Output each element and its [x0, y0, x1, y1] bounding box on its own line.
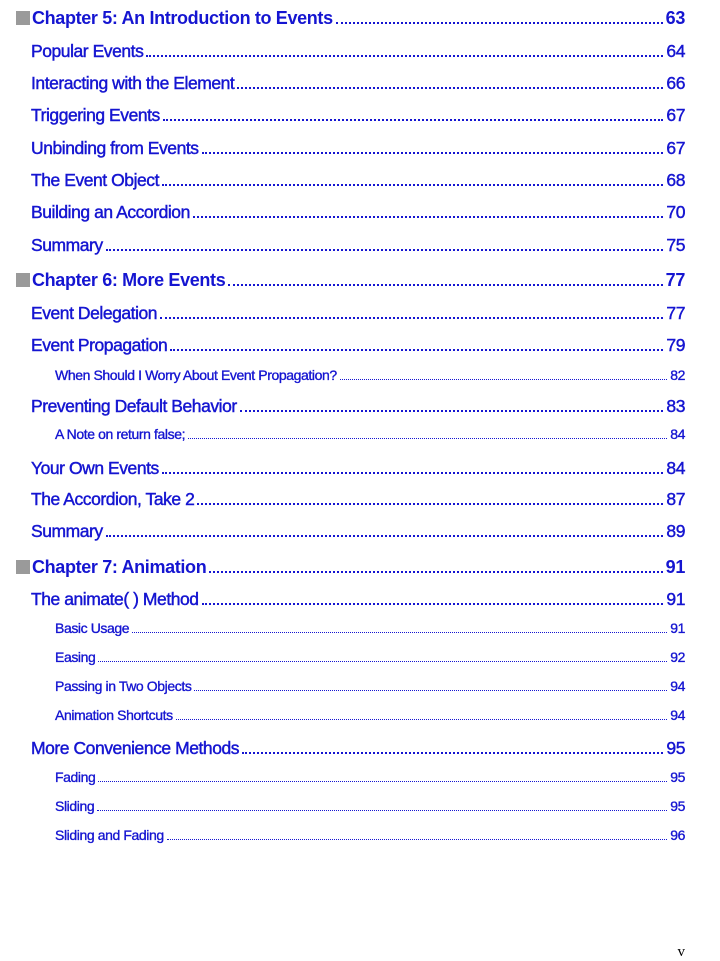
toc-entry-label: The animate( ) Method	[31, 589, 199, 609]
toc-entry-page-number: 95	[666, 738, 685, 758]
dot-leader	[162, 184, 663, 186]
toc-entry-page-number: 67	[666, 105, 685, 125]
dot-leader	[228, 284, 662, 286]
toc-entry-page-number: 94	[670, 707, 685, 723]
toc-entry-label: Sliding and Fading	[55, 827, 164, 843]
toc-entry-label: Interacting with the Element	[31, 73, 235, 93]
dot-leader	[160, 317, 663, 319]
toc-entry-sub[interactable]	[55, 827, 685, 843]
toc-entry-label: Event Delegation	[31, 303, 158, 323]
toc-entry-label: Chapter 6: More Events	[32, 270, 226, 290]
toc-entry-label: Passing in Two Objects	[55, 678, 192, 694]
toc-entry-sub[interactable]	[55, 426, 685, 442]
toc-entry-page-number: 96	[670, 827, 685, 843]
chapter-marker-icon	[16, 560, 30, 574]
dot-leader	[98, 661, 667, 662]
toc-entry-section[interactable]	[31, 589, 685, 610]
toc-entry-label: Chapter 5: An Introduction to Events	[32, 8, 333, 28]
toc-entry-page-number: 79	[666, 335, 685, 355]
dot-leader	[146, 55, 663, 57]
toc-entry-page-number: 91	[665, 557, 685, 577]
dot-leader	[336, 22, 663, 24]
toc-entry-section[interactable]	[31, 303, 685, 324]
toc-entry-page-number: 83	[666, 396, 685, 416]
toc-entry-section[interactable]	[31, 396, 685, 417]
dot-leader	[163, 119, 664, 121]
toc-entry-page-number: 75	[666, 235, 685, 255]
dot-leader	[162, 472, 664, 474]
toc-entry-sub[interactable]	[55, 769, 685, 785]
dot-leader	[209, 571, 662, 573]
toc-entry-sub[interactable]	[55, 620, 685, 636]
toc-entry-page-number: 82	[670, 367, 685, 383]
dot-leader	[202, 152, 664, 154]
toc-entry-section[interactable]	[31, 489, 685, 510]
dot-leader	[98, 781, 667, 782]
toc-entry-section[interactable]	[31, 73, 685, 94]
toc-entry-sub[interactable]	[55, 678, 685, 694]
toc-entry-label: Easing	[55, 649, 96, 665]
toc-entry-page-number: 89	[666, 521, 685, 541]
toc-entry-label: Sliding	[55, 798, 95, 814]
chapter-marker-icon	[16, 273, 30, 287]
toc-entry-page-number: 64	[666, 41, 685, 61]
toc-entry-label: Chapter 7: Animation	[32, 557, 207, 577]
toc-entry-page-number: 70	[666, 202, 685, 222]
toc-entry-label: Fading	[55, 769, 96, 785]
toc-entry-label: When Should I Worry About Event Propagation?	[55, 367, 337, 383]
toc-entry-section[interactable]	[31, 105, 685, 126]
toc-entry-page-number: 68	[666, 170, 685, 190]
dot-leader	[240, 410, 664, 412]
dot-leader	[106, 535, 664, 537]
toc-entry-section[interactable]	[31, 41, 685, 62]
dot-leader	[237, 87, 663, 89]
toc-entry-page-number: 87	[666, 489, 685, 509]
toc-entry-label: Summary	[31, 235, 103, 255]
dot-leader	[340, 379, 667, 380]
dot-leader	[202, 603, 664, 605]
toc-entry-label: Your Own Events	[31, 458, 159, 478]
toc-entry-label: A Note on return false;	[55, 426, 186, 442]
dot-leader	[193, 216, 664, 218]
dot-leader	[242, 752, 663, 754]
dot-leader	[188, 438, 667, 439]
toc-entry-label: Triggering Events	[31, 105, 160, 125]
toc-entry-page-number: 95	[670, 769, 685, 785]
toc-entry-section[interactable]	[31, 170, 685, 191]
toc-entry-label: Preventing Default Behavior	[31, 396, 237, 416]
toc-entry-chapter[interactable]	[16, 8, 685, 29]
toc-entry-section[interactable]	[31, 235, 685, 256]
dot-leader	[106, 249, 664, 251]
toc-entry-page-number: 84	[666, 458, 685, 478]
toc-entry-label: Unbinding from Events	[31, 138, 199, 158]
toc-entry-label: Popular Events	[31, 41, 144, 61]
toc-entry-label: Event Propagation	[31, 335, 168, 355]
toc-entry-page-number: 91	[670, 620, 685, 636]
toc-entry-chapter[interactable]	[16, 557, 685, 578]
dot-leader	[97, 810, 667, 811]
dot-leader	[167, 839, 667, 840]
toc-entry-label: Animation Shortcuts	[55, 707, 173, 723]
toc-entry-sub[interactable]	[55, 707, 685, 723]
toc-entry-label: Building an Accordion	[31, 202, 190, 222]
toc-entry-label: More Convenience Methods	[31, 738, 240, 758]
toc-entry-page-number: 77	[666, 303, 685, 323]
toc-entry-section[interactable]	[31, 738, 685, 759]
toc-entry-sub[interactable]	[55, 367, 685, 383]
toc-entry-page-number: 77	[665, 270, 685, 290]
toc-entry-sub[interactable]	[55, 798, 685, 814]
toc-entry-label: The Accordion, Take 2	[31, 489, 195, 509]
page-number: v	[677, 944, 685, 960]
toc-entry-section[interactable]	[31, 458, 685, 479]
toc-entry-page-number: 67	[666, 138, 685, 158]
toc-entry-page-number: 95	[670, 798, 685, 814]
dot-leader	[176, 719, 668, 720]
dot-leader	[197, 503, 663, 505]
dot-leader	[194, 690, 667, 691]
toc-entry-section[interactable]	[31, 138, 685, 159]
toc-entry-page-number: 63	[665, 8, 685, 28]
toc-entry-page-number: 91	[666, 589, 685, 609]
toc-entry-sub[interactable]	[55, 649, 685, 665]
toc-entry-page-number: 84	[670, 426, 685, 442]
toc-entry-section[interactable]	[31, 335, 685, 356]
toc-entry-page-number: 94	[670, 678, 685, 694]
dot-leader	[132, 632, 667, 633]
toc-entry-section[interactable]	[31, 521, 685, 542]
toc-entry-section[interactable]	[31, 202, 685, 223]
toc-entry-label: Summary	[31, 521, 103, 541]
toc-entry-label: Basic Usage	[55, 620, 130, 636]
toc-entry-page-number: 66	[666, 73, 685, 93]
dot-leader	[170, 349, 663, 351]
toc-entry-label: The Event Object	[31, 170, 160, 190]
toc-entry-chapter[interactable]	[16, 270, 685, 291]
toc-entry-page-number: 92	[670, 649, 685, 665]
chapter-marker-icon	[16, 11, 30, 25]
